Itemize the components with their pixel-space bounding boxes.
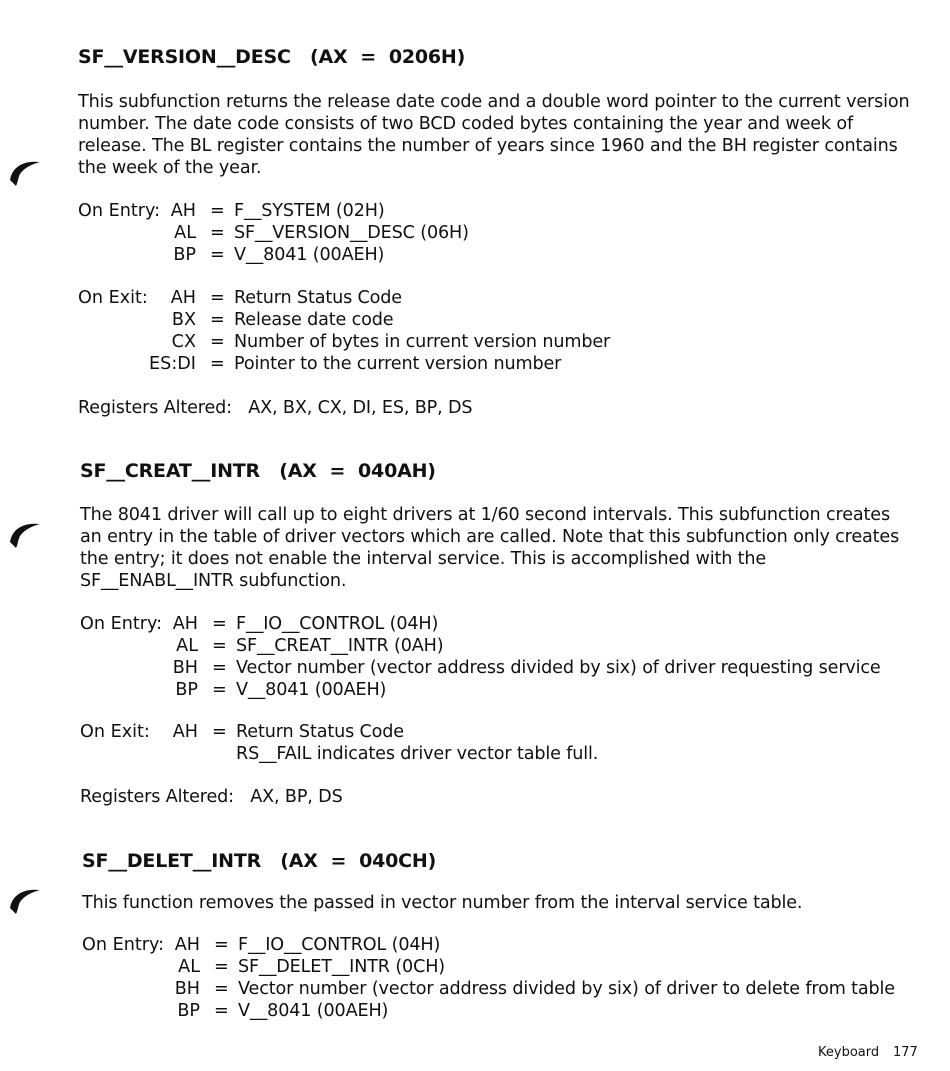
equals-sign: = (210, 201, 225, 221)
on-exit-label: On Exit: (78, 288, 148, 308)
section-description: This function removes the passed in vector number from the interval service table. (82, 893, 803, 913)
register-name: AH (174, 935, 200, 955)
on-entry-label: On Entry: (80, 614, 163, 634)
section-description: This subfunction returns the release date code and a double word pointer to the current version number. The date code consists of two BCD coded bytes containing the year and week of release. The BL register contains the number of years since 1960 and the BH register contains the week of the year. (78, 92, 910, 178)
register-value: Return Status Code (236, 722, 404, 742)
on-entry-label: On Entry: (82, 935, 165, 955)
register-name: AL (174, 223, 196, 243)
register-name: BP (175, 680, 198, 700)
equals-sign: = (214, 1001, 229, 1021)
registers-altered: Registers Altered: AX, BP, DS (80, 787, 343, 807)
equals-sign: = (212, 680, 227, 700)
register-value: SF__CREAT__INTR (0AH) (236, 636, 444, 656)
register-name: CX (171, 332, 196, 352)
register-name: AH (170, 288, 196, 308)
register-name: AH (172, 722, 198, 742)
equals-sign: = (214, 979, 229, 999)
register-value: Vector number (vector address divided by six) of driver to delete from table (238, 979, 895, 999)
section-description: The 8041 driver will call up to eight drivers at 1/60 second intervals. This subfunction creates an entry in the table of driver vectors which are called. Note that this subfunction only creates the entry; it does not enable the interval service. This is accomplished with the SF__ENABL__INTR subfunction. (80, 505, 900, 591)
register-value: V__8041 (00AEH) (234, 245, 385, 265)
register-value: F__SYSTEM (02H) (234, 201, 385, 221)
on-exit-label: On Exit: (80, 722, 150, 742)
equals-sign: = (210, 245, 225, 265)
register-name: AH (170, 201, 196, 221)
register-value: V__8041 (00AEH) (236, 680, 387, 700)
register-name: BH (172, 658, 198, 678)
register-name: BP (177, 1001, 200, 1021)
on-entry-label: On Entry: (78, 201, 161, 221)
equals-sign: = (210, 310, 225, 330)
register-name: AH (172, 614, 198, 634)
register-value: SF__VERSION__DESC (06H) (234, 223, 469, 243)
register-name: BP (173, 245, 196, 265)
register-name: ES:DI (149, 354, 196, 374)
register-value: Return Status Code (234, 288, 402, 308)
register-name: BH (174, 979, 200, 999)
exit-note: RS__FAIL indicates driver vector table full. (236, 744, 599, 764)
register-value: Release date code (234, 310, 394, 330)
equals-sign: = (212, 658, 227, 678)
margin-mark-icon (6, 150, 46, 190)
equals-sign: = (210, 354, 225, 374)
register-value: Pointer to the current version number (234, 354, 562, 374)
equals-sign: = (212, 722, 227, 742)
register-value: F__IO__CONTROL (04H) (236, 614, 439, 634)
margin-mark-icon (6, 878, 46, 918)
register-name: AL (176, 636, 198, 656)
register-name: BX (171, 310, 196, 330)
equals-sign: = (214, 957, 229, 977)
margin-mark-icon (6, 512, 46, 552)
register-value: V__8041 (00AEH) (238, 1001, 389, 1021)
section-heading: SF__VERSION__DESC (AX = 0206H) (78, 46, 466, 68)
equals-sign: = (210, 288, 225, 308)
section-heading: SF__DELET__INTR (AX = 040CH) (82, 850, 437, 872)
equals-sign: = (210, 332, 225, 352)
equals-sign: = (212, 614, 227, 634)
register-value: Vector number (vector address divided by six) of driver requesting service (236, 658, 881, 678)
equals-sign: = (212, 636, 227, 656)
registers-altered: Registers Altered: AX, BX, CX, DI, ES, BP, DS (78, 398, 473, 418)
register-value: Number of bytes in current version number (234, 332, 611, 352)
register-value: F__IO__CONTROL (04H) (238, 935, 441, 955)
footer-chapter: Keyboard (818, 1045, 880, 1060)
section-heading: SF__CREAT__INTR (AX = 040AH) (80, 460, 436, 482)
equals-sign: = (214, 935, 229, 955)
equals-sign: = (210, 223, 225, 243)
register-value: SF__DELET__INTR (0CH) (238, 957, 446, 977)
register-name: AL (178, 957, 200, 977)
footer-page-number: 177 (893, 1045, 918, 1060)
